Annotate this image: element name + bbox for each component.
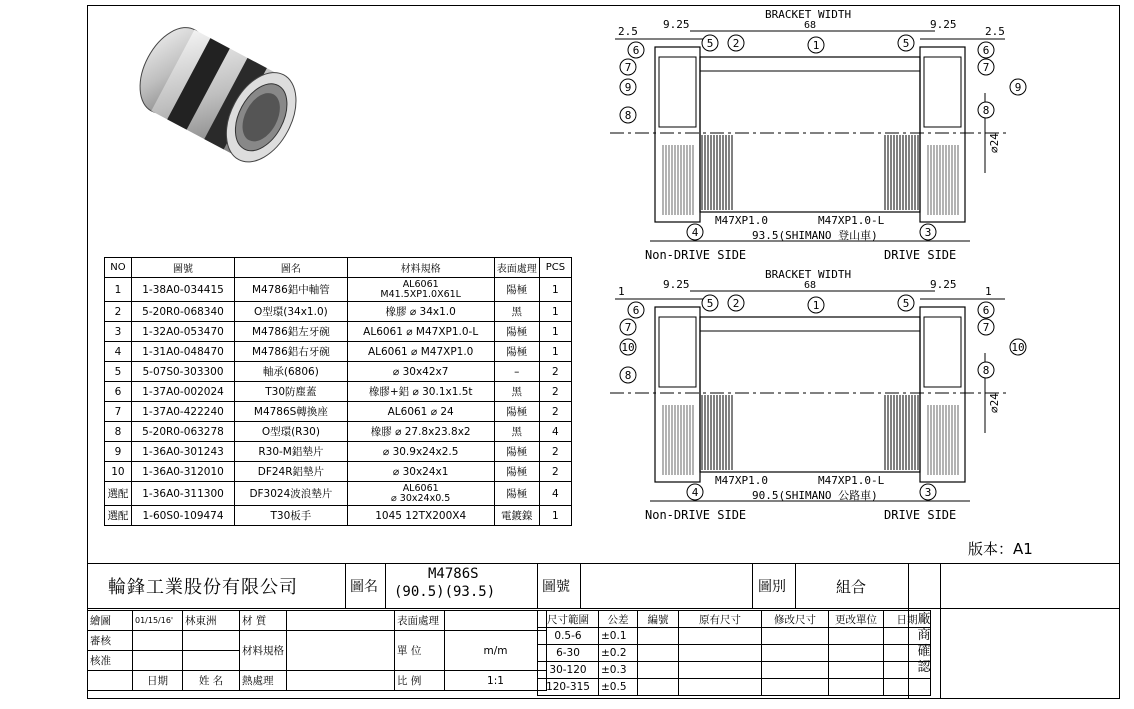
overall-length: 93.5(SHIMANO 登山車) — [752, 229, 878, 242]
balloon-number: 7 — [624, 61, 632, 74]
part-no: 7 — [105, 402, 132, 422]
part-no: 4 — [105, 342, 132, 362]
part-name: T30防塵蓋 — [235, 382, 347, 402]
tolerance-row — [538, 628, 931, 645]
diameter-label: ⌀24 — [988, 393, 1001, 413]
revision-cell — [679, 628, 762, 645]
header-code: 圖號 — [131, 258, 234, 278]
part-name: DF3024波浪墊片 — [235, 482, 347, 506]
section-view-top — [610, 8, 1026, 262]
revision-cell — [638, 645, 679, 662]
parts-row — [105, 382, 572, 402]
part-no: 3 — [105, 322, 132, 342]
revision-cell — [829, 645, 884, 662]
material-value — [287, 611, 395, 631]
balloon-number: 4 — [691, 226, 699, 239]
part-surface: 陽極 — [494, 322, 539, 342]
part-material: AL6061 ⌀ M47XP1.0 — [347, 342, 494, 362]
revision-cell — [884, 679, 931, 696]
drive-side-label: DRIVE SIDE — [884, 508, 957, 522]
part-pcs: 1 — [539, 302, 571, 322]
scale-value: 1:1 — [445, 671, 547, 691]
balloon-number: 1 — [812, 39, 820, 52]
balloon-number: 10 — [1011, 341, 1025, 354]
drawing-name-value-2: (90.5)(93.5) — [394, 584, 496, 600]
part-name: DF24R鋁墊片 — [235, 462, 347, 482]
parts-row — [105, 422, 572, 442]
tb-vline — [940, 563, 941, 699]
part-code: 1-36A0-301243 — [131, 442, 234, 462]
part-pcs: 1 — [539, 506, 571, 526]
part-no: 8 — [105, 422, 132, 442]
balloon-number: 5 — [902, 37, 910, 50]
parts-row — [105, 442, 572, 462]
part-no: 1 — [105, 278, 132, 302]
balloon-number: 1 — [812, 299, 820, 312]
signoff-table — [87, 610, 547, 691]
revision-cell — [638, 662, 679, 679]
part-material: 橡膠 ⌀ 27.8x23.8x2 — [347, 422, 494, 442]
bracket-width-label: BRACKET WIDTH — [765, 8, 852, 21]
revision-cell — [762, 679, 829, 696]
parts-row — [105, 402, 572, 422]
part-name: M4786S轉換座 — [235, 402, 347, 422]
material-label: 材 質 — [240, 611, 287, 631]
bearing — [659, 57, 696, 127]
revision-cell — [679, 662, 762, 679]
part-material-line2: ⌀ 30x24x0.5 — [391, 492, 451, 504]
balloon-number: 2 — [732, 37, 740, 50]
part-pcs: 2 — [539, 362, 571, 382]
parts-row — [105, 362, 572, 382]
tolerance-header: 更改單位 — [829, 611, 884, 628]
bearing — [659, 317, 696, 387]
balloon-number: 5 — [706, 37, 714, 50]
part-pcs: 2 — [539, 382, 571, 402]
part-no: 6 — [105, 382, 132, 402]
part-material-line2: M41.5XP1.0X61L — [380, 288, 461, 300]
part-material: 橡膠 ⌀ 34x1.0 — [347, 302, 494, 322]
date-label: 日期 — [133, 671, 183, 691]
tolerance-header: 日期 — [884, 611, 931, 628]
balloon-number: 7 — [982, 61, 990, 74]
part-code: 5-20R0-063278 — [131, 422, 234, 442]
header-no: NO — [105, 258, 132, 278]
part-code: 1-38A0-034415 — [131, 278, 234, 302]
bearing — [924, 317, 961, 387]
part-material: ⌀ 30x24x1 — [347, 462, 494, 482]
part-surface: 陽極 — [494, 402, 539, 422]
parts-row — [105, 342, 572, 362]
part-name: M4786鋁中軸管 — [235, 278, 347, 302]
part-surface: 陽極 — [494, 342, 539, 362]
surface-value — [445, 611, 547, 631]
balloon-number: 8 — [982, 364, 990, 377]
tb-vline — [385, 563, 386, 608]
balloon-number: 3 — [924, 486, 932, 499]
tb-vline — [795, 563, 796, 608]
spindle-tube — [700, 317, 920, 472]
dim-left-inner: 9.25 — [663, 18, 690, 31]
part-no: 選配 — [105, 482, 132, 506]
balloon-number: 5 — [902, 297, 910, 310]
company-name: 輪鋒工業股份有限公司 — [108, 577, 298, 598]
diameter-label: ⌀24 — [988, 133, 1001, 153]
tb-vline — [752, 563, 753, 608]
dim-left-outer: 2.5 — [618, 25, 638, 38]
thread-right-label: M47XP1.0-L — [818, 474, 885, 487]
part-no: 5 — [105, 362, 132, 382]
tolerance-value: ±0.1 — [599, 628, 638, 645]
non-drive-side-label: Non-DRIVE SIDE — [645, 248, 747, 262]
part-code: 1-32A0-053470 — [131, 322, 234, 342]
balloon-number: 9 — [624, 81, 632, 94]
tb-vline — [580, 563, 581, 608]
tolerance-value: ±0.5 — [599, 679, 638, 696]
parts-row — [105, 506, 572, 526]
revision-cell — [762, 662, 829, 679]
revision-cell — [679, 679, 762, 696]
parts-row — [105, 322, 572, 342]
balloon-number: 8 — [624, 369, 632, 382]
parts-table — [104, 257, 572, 526]
section-views — [590, 5, 1120, 530]
balloon-number: 6 — [982, 44, 990, 57]
parts-row — [105, 302, 572, 322]
drive-side-label: DRIVE SIDE — [884, 248, 957, 262]
balloon-number: 10 — [621, 341, 635, 354]
bracket-width-label: BRACKET WIDTH — [765, 268, 852, 281]
parts-row — [105, 462, 572, 482]
part-pcs: 4 — [539, 482, 571, 506]
part-pcs: 1 — [539, 322, 571, 342]
dim-right-inner: 9.25 — [930, 18, 957, 31]
tolerance-header-row — [538, 611, 931, 628]
review-label: 審核 — [88, 631, 133, 651]
part-name: M4786鋁左牙碗 — [235, 322, 347, 342]
balloon-number: 7 — [982, 321, 990, 334]
thread-right-label: M47XP1.0-L — [818, 214, 885, 227]
part-pcs: 4 — [539, 422, 571, 442]
tolerance-header: 尺寸範圍 — [538, 611, 599, 628]
tolerance-table — [537, 610, 931, 696]
size-range: 30-120 — [538, 662, 599, 679]
balloon-number: 9 — [1014, 81, 1022, 94]
part-code: 1-37A0-002024 — [131, 382, 234, 402]
balloon-number: 8 — [624, 109, 632, 122]
part-no: 選配 — [105, 506, 132, 526]
balloon-number: 6 — [982, 304, 990, 317]
part-material: 1045 12TX200X4 — [347, 506, 494, 526]
tolerance-header: 公差 — [599, 611, 638, 628]
part-material — [347, 278, 494, 302]
part-surface: 黑 — [494, 382, 539, 402]
parts-header-row — [105, 258, 572, 278]
unit-label: 單 位 — [395, 631, 445, 671]
drawing-name-value-1: M4786S — [428, 566, 479, 582]
dim-right-outer: 1 — [985, 285, 992, 298]
part-surface: 陽極 — [494, 278, 539, 302]
part-pcs: 2 — [539, 402, 571, 422]
part-surface: 陽極 — [494, 462, 539, 482]
drawn-name: 林東洲 — [183, 611, 240, 631]
tolerance-value: ±0.2 — [599, 645, 638, 662]
parts-row — [105, 482, 572, 506]
size-range: 6-30 — [538, 645, 599, 662]
tolerance-header: 原有尺寸 — [679, 611, 762, 628]
unit-value: m/m — [445, 631, 547, 671]
scale-label: 比 例 — [395, 671, 445, 691]
tolerance-row — [538, 645, 931, 662]
part-name: O型環(R30) — [235, 422, 347, 442]
part-code: 5-07S0-303300 — [131, 362, 234, 382]
tb-vline — [537, 563, 538, 608]
part-surface: 黑 — [494, 302, 539, 322]
balloon-number: 6 — [632, 44, 640, 57]
balloon-number: 8 — [982, 104, 990, 117]
header-name: 圖名 — [235, 258, 347, 278]
part-no: 2 — [105, 302, 132, 322]
tolerance-row — [538, 662, 931, 679]
tolerance-row — [538, 679, 931, 696]
title-block-divider-2 — [87, 608, 1120, 609]
approve-label: 核准 — [88, 651, 133, 671]
part-material — [347, 482, 494, 506]
size-range: 120-315 — [538, 679, 599, 696]
parts-row — [105, 278, 572, 302]
non-drive-side-label: Non-DRIVE SIDE — [645, 508, 747, 522]
revision-cell — [638, 679, 679, 696]
part-code: 1-36A0-311300 — [131, 482, 234, 506]
tb-vline — [345, 563, 346, 608]
tolerance-header: 編號 — [638, 611, 679, 628]
part-name: 軸承(6806) — [235, 362, 347, 382]
part-pcs: 1 — [539, 278, 571, 302]
part-pcs: 1 — [539, 342, 571, 362]
bracket-width-value: 68 — [804, 280, 817, 291]
revision-cell — [829, 662, 884, 679]
dim-left-outer: 1 — [618, 285, 625, 298]
part-surface: – — [494, 362, 539, 382]
part-material: ⌀ 30.9x24x2.5 — [347, 442, 494, 462]
name-col-label: 姓 名 — [183, 671, 240, 691]
thread-left-label: M47XP1.0 — [715, 214, 768, 227]
balloon-number: 2 — [732, 297, 740, 310]
thread-left-label: M47XP1.0 — [715, 474, 768, 487]
balloon-number: 7 — [624, 321, 632, 334]
drawn-label: 繪圖 — [88, 611, 133, 631]
part-code: 1-36A0-312010 — [131, 462, 234, 482]
part-surface: 陽極 — [494, 482, 539, 506]
revision-cell — [762, 645, 829, 662]
part-pcs: 2 — [539, 462, 571, 482]
bracket-width-value: 68 — [804, 20, 817, 31]
overall-length: 90.5(SHIMANO 公路車) — [752, 489, 878, 502]
tolerance-value: ±0.3 — [599, 662, 638, 679]
revision-cell — [829, 679, 884, 696]
part-pcs: 2 — [539, 442, 571, 462]
part-surface: 陽極 — [494, 442, 539, 462]
title-block-divider — [87, 563, 1120, 564]
part-material: AL6061 ⌀ 24 — [347, 402, 494, 422]
tolerance-header: 修改尺寸 — [762, 611, 829, 628]
size-range: 0.5-6 — [538, 628, 599, 645]
surface-label: 表面處理 — [395, 611, 445, 631]
bearing — [924, 57, 961, 127]
part-surface: 電鍍鎳 — [494, 506, 539, 526]
product-photo — [100, 22, 320, 192]
drawn-date: 01/15/16' — [133, 611, 183, 631]
balloon-number: 4 — [691, 486, 699, 499]
revision-cell — [829, 628, 884, 645]
part-name: M4786鋁右牙碗 — [235, 342, 347, 362]
dim-right-inner: 9.25 — [930, 278, 957, 291]
part-material-line1: AL6061 — [402, 482, 439, 494]
section-view-bottom — [610, 268, 1026, 522]
part-name: O型環(34x1.0) — [235, 302, 347, 322]
part-material-line1: AL6061 — [402, 278, 439, 290]
part-name: T30板手 — [235, 506, 347, 526]
header-surface: 表面處理 — [494, 258, 539, 278]
version-label: 版本：A1 — [968, 540, 1033, 558]
header-pcs: PCS — [539, 258, 571, 278]
part-code: 1-60S0-109474 — [131, 506, 234, 526]
spindle-tube — [700, 57, 920, 212]
material-spec-label: 材料規格 — [240, 631, 287, 671]
part-material: AL6061 ⌀ M47XP1.0-L — [347, 322, 494, 342]
part-no: 10 — [105, 462, 132, 482]
part-material: ⌀ 30x42x7 — [347, 362, 494, 382]
drawing-name-label: 圖名 — [350, 579, 378, 595]
category-label: 圖別 — [758, 579, 786, 595]
part-no: 9 — [105, 442, 132, 462]
balloon-number: 3 — [924, 226, 932, 239]
revision-cell — [679, 645, 762, 662]
part-name: R30-M鋁墊片 — [235, 442, 347, 462]
part-material: 橡膠+鋁 ⌀ 30.1x1.5t — [347, 382, 494, 402]
heat-label: 熱處理 — [240, 671, 287, 691]
part-code: 1-31A0-048470 — [131, 342, 234, 362]
revision-cell — [638, 628, 679, 645]
dim-left-inner: 9.25 — [663, 278, 690, 291]
dim-right-outer: 2.5 — [985, 25, 1005, 38]
part-code: 1-37A0-422240 — [131, 402, 234, 422]
category-value: 組合 — [836, 578, 867, 596]
vendor-confirm-label: 廠商確認 — [917, 612, 931, 675]
part-surface: 黑 — [494, 422, 539, 442]
revision-cell — [762, 628, 829, 645]
drawing-number-label: 圖號 — [542, 579, 570, 595]
header-material: 材料規格 — [347, 258, 494, 278]
part-code: 5-20R0-068340 — [131, 302, 234, 322]
balloon-number: 6 — [632, 304, 640, 317]
balloon-number: 5 — [706, 297, 714, 310]
